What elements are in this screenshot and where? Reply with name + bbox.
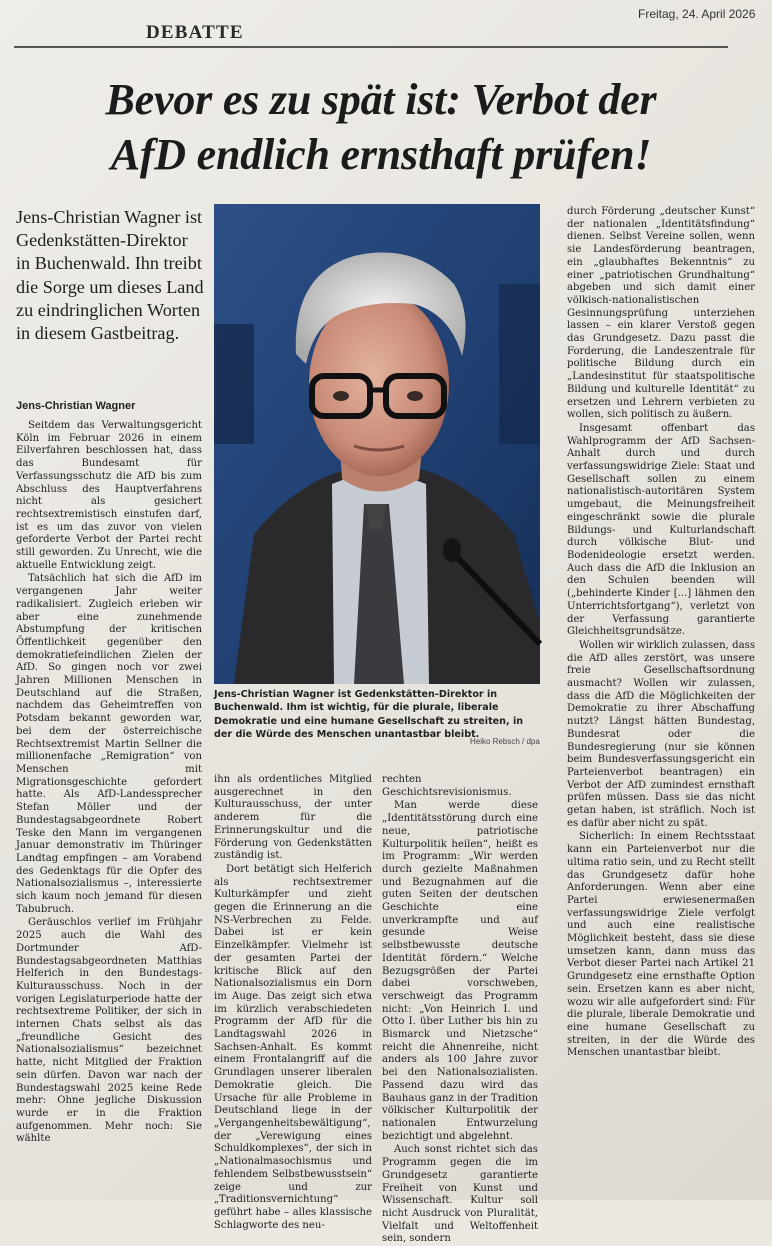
text-column-2 (214, 774, 372, 1231)
paragraph: Tatsächlich hat sich die AfD im vergangenen Jahr weiter radikalisiert. Zugleich erleben wir aber eine zunehmende Abstumpfung der kritischen Öffentlichkeit gegenüber den demokratiefeindlichen Zielen der AfD. So gingen noch vor zwei Jahren Millionen Menschen in Deutschland auf die Straßen, nachdem das Geheimtreffen von Potsdam bekannt geworden war, bei dem der österreichische Rechtsextremist Martin Sellner die millionenfache „Remigration“ von Menschen mit Migrationsgeschichte gefordert hatte. Als AfD-Landessprecher Stefan Möller und der Bundestagsabgeordnete Robert Teske den Mann im vergangenen Januar demonstrativ im Thüringer Landtag empfingen – am Vorabend des Gedenktags für die Opfer des Nationalsozialismus –, interessierte sich kaum noch jemand für diesen Tabubruch. (16, 573, 202, 915)
photo-credit: Heiko Rebsch / dpa (470, 737, 540, 746)
header-rule (14, 46, 728, 48)
issue-date: Freitag, 24. April 2026 (638, 7, 756, 21)
paragraph: Sicherlich: In einem Rechtsstaat kann ein Parteienverbot nur die ultima ratio sein, und zu Recht stellt das Grundgesetz dafür hohe Anforderungen. Wenn aber eine Partei erwiesenermaßen verfassungswidrige Ziele verfolgt und auch eine realistische Möglichkeit besteht, dass sie diese umsetzen kann, dann muss das Verbot dieser Partei nach Artikel 21 Grundgesetz eine ernsthafte Option sein. Ersetzen kann es aber nicht, wozu wir alle aufgefordert sind: Für die plurale, liberale Demokratie und eine humane Gesellschaft zu streiten, in der die Würde des Menschen unantastbar bleibt. (567, 831, 755, 1059)
text-column-1 (16, 420, 202, 1190)
paragraph: Wollen wir wirklich zulassen, dass die AfD alles zerstört, was unsere freie Gesellschaftsordnung ausmacht? Wollen wir zulassen, dass die AfD die Möglichkeiten der Demokratie zu ihrer Abschaffung nutzt? Längst hätten Bundestag, Bundesrat oder die Bundesregierung (nur sie können beim Bundesverfassungsgericht ein Parteienverbot beantragen) ein Verbot der AfD zumindest ernsthaft prüfen müssen. Dass sie das nicht getan haben, ist sträflich. Noch ist es dafür aber nicht zu spät. (567, 639, 755, 829)
paragraph: ihn als ordentliches Mitglied ausgerechnet in den Kulturausschuss, der unter anderem für die Erinnerungskultur und die Förderung von Gedenkstätten zuständig ist. (214, 774, 372, 862)
paragraph: Seitdem das Verwaltungsgericht Köln im Februar 2026 in einem Eilverfahren beschlossen hat, dass das Bundesamt für Verfassungsschutz die AfD bis zum Abschluss des Hauptverfahrens nicht als gesichert rechtsextremistisch einstufen darf, ist es um das zuvor von vielen geforderte Verbot der Partei recht still geworden. Zu Unrecht, wie die aktuelle Entwicklung zeigt. (16, 420, 202, 571)
paragraph: durch Förderung „deutscher Kunst“ der nationalen „Identitätsfindung“ dienen. Selbst Vereine sollen, wenn sie Landesförderung beantragen, ein „glaubhaftes Bekenntnis“ zu einer „patriotischen Grundhaltung“ abgeben und sich damit einer völkisch-nationalistischen Gesinnungsprüfung unterziehen lassen – ein klarer Verstoß gegen das Grundgesetz. Dazu passt die Forderung, die Landeszentrale für politische Bildung durch ein „Landesinstitut für staatspolitische Bildung und kulturelle Identität“ zu ersetzen und Lehrern verbieten zu wollen, sich politisch zu äußern. (567, 206, 755, 421)
paragraph: rechten Geschichtsrevisionismus. (382, 774, 512, 798)
photo-caption: Jens-Christian Wagner ist Gedenkstätten-Direktor in Buchenwald. Ihm ist wichtig, für die plurale, liberale Demokratie und eine humane Gesellschaft zu streiten, in der die Würde des Menschen unantastbar bleibt. (214, 689, 524, 740)
headline-line-1: Bevor es zu spät ist: Verbot der (105, 75, 657, 124)
text-column-3 (382, 774, 538, 1245)
paragraph: Insgesamt offenbart das Wahlprogramm der AfD Sachsen-Anhalt durch und durch verfassungswidrige Ziele: Staat und Gesellschaft sollen zu einem nationalistisch-autoritären System umgebaut, die Meinungsfreiheit eingeschränkt sowie die plurale Bildungs- und Kulturlandschaft durch völkische Blut- und Bodenideologie ersetzt werden. Auch dass die AfD die Inklusion an den Schulen beenden will („behinderte Kinder [...] lähmen den Unterrichtsfortgang“), verletzt von der Verfassung garantierte Gleichheitsgrundsätze. (567, 422, 755, 638)
headline-line-2: AfD endlich ernsthaft prüfen! (110, 130, 652, 179)
paragraph: Man werde diese „Identitätsstörung durch eine neue, patriotische Kulturpolitik heilen“, heißt es im Programm: „Wir werden durch gezielte Maßnahmen und Bezugnahmen auf die guten Seiten der deutschen Geschichte eine unverkrampfte und auf gesunde Weise selbstbewusste deutsche Identität fördern.“ Welche Bezugsgrößen der Partei dabei vorschweben, verschweigt das Programm nicht: „Von Heinrich I. und Otto I. über Luther bis hin zu Bismarck und Nietzsche“ reicht die Ahnenreihe, nicht anders als 100 Jahre zuvor bei den Nationalsozialisten. Passend dazu wird das Bauhaus ganz in der Tradition völkischer Kulturpolitik der nationalen Entwurzelung bezichtigt und abgelehnt. (382, 800, 538, 1142)
author-byline: Jens-Christian Wagner (16, 400, 136, 412)
paragraph: Geräuschlos verlief im Frühjahr 2025 auch die Wahl des Dortmunder AfD-Bundestagsabgeordneten Matthias Helferich in den Bundestags-Kulturausschuss. Noch in der vorigen Legislaturperiode hatte der rechtsextreme Politiker, der sich in internen Chats selbst als das „freundliche Gesicht des Nationalsozialismus“ bezeichnet hatte, nicht Mitglied der Fraktion sein dürfen. Davon war nach der Bundestagswahl 2025 keine Rede mehr: Ohne jegliche Diskussion wurde er in die Fraktion aufgenommen. Mehr noch: Sie wählte (16, 917, 202, 1145)
author-portrait-photo (214, 204, 540, 684)
section-label: DEBATTE (146, 22, 244, 43)
headline (20, 72, 742, 182)
article-intro: Jens-Christian Wagner ist Gedenkstätten-Direktor in Buchenwald. Ihn treibt die Sorge um dieses Land zu eindringlichen Worten in diesem Gastbeitrag. (16, 207, 204, 344)
text-column-4 (567, 206, 755, 1192)
paragraph: Auch sonst richtet sich das Programm gegen die im Grundgesetz garantierte Freiheit von Kunst und Wissenschaft. Kultur soll nicht Ausdruck von Pluralität, Vielfalt und Weltoffenheit sein, sondern (382, 1144, 538, 1245)
paragraph: Dort betätigt sich Helferich als rechtsextremer Kulturkämpfer und zieht gegen die Erinnerung an die NS-Verbrechen zu Felde. Dabei ist er kein Einzelkämpfer. Vielmehr ist der gesamten Partei der kritische Blick auf den Nationalsozialismus ein Dorn im Auge. Das zeigt sich etwa im kürzlich verabschiedeten Programm der AfD für die Landtagswahl 2026 in Sachsen-Anhalt. Es kommt einem Frontalangriff auf die Grundlagen unserer liberalen Demokratie gleich. Die Ursache für alle Probleme in Deutschland liege in der „Vergangenheitsbewältigung“, der „Verewigung eines Schuldkomplexes“, der sich in „Nationalmasochismus und fehlendem Selbstbewusstsein“ zeige und zur „Traditionsvernichtung“ geführt habe – alles klassische Schlagworte des neu- (214, 863, 372, 1231)
